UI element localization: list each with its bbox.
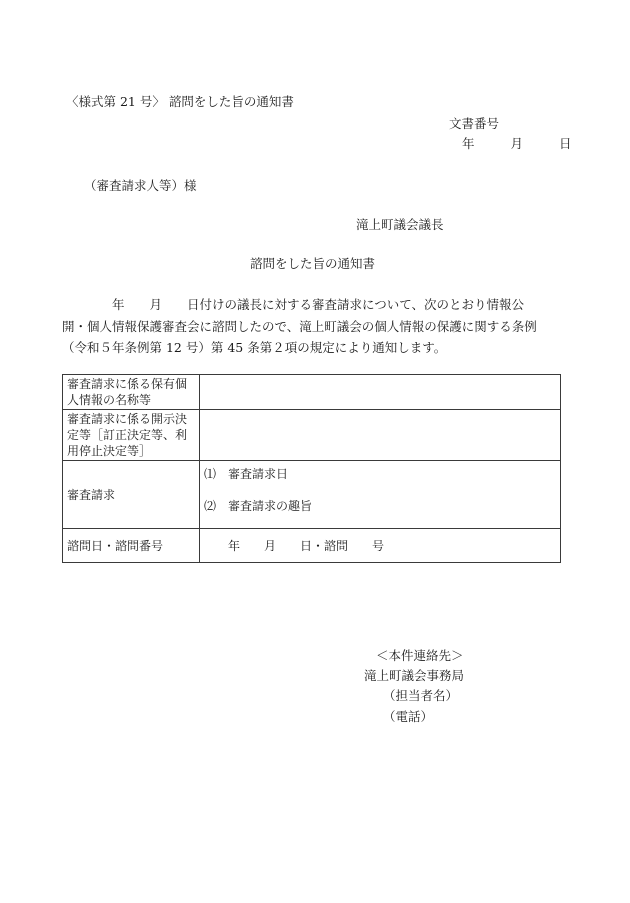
contact-office: 滝上町議会事務局 [364, 668, 465, 683]
table-row [63, 529, 561, 563]
table-value [200, 529, 561, 563]
item-text: 審査請求の趣旨 [228, 499, 313, 513]
contact-person: （担当者名） [383, 688, 459, 703]
date-month: 月 [510, 136, 523, 151]
document-title: 諮問をした旨の通知書 [250, 256, 376, 271]
document-number-label: 文書番号 [449, 116, 500, 131]
table-row [63, 461, 561, 529]
date-line [462, 138, 571, 151]
sub-item [204, 498, 556, 514]
inquiry-date-number: 年 月 日・諮問 号 [228, 538, 385, 553]
body-paragraph [62, 294, 562, 359]
table-label: 審査請求に係る開示決定等［訂正決定等、利用停止決定等］ [63, 410, 200, 461]
table-value [200, 375, 561, 410]
contact-title: ＜本件連絡先＞ [376, 648, 464, 663]
table-value [200, 461, 561, 529]
table-row [63, 410, 561, 461]
table-row [63, 375, 561, 410]
date-year: 年 [462, 136, 475, 151]
date-day: 日 [558, 136, 572, 151]
body-line: 年 月 日付けの議長に対する審査請求について、次のとおり情報公 [62, 297, 525, 312]
body-line: 開・個人情報保護審査会に諮問したので、滝上町議会の個人情報の保護に関する条例 [62, 318, 537, 334]
sender: 滝上町議会議長 [356, 217, 444, 232]
item-number: ⑴ [204, 467, 217, 481]
table-label: 審査請求に係る保有個人情報の名称等 [63, 375, 200, 410]
info-table [62, 374, 561, 563]
contact-phone: （電話） [383, 709, 434, 724]
table-label: 審査請求 [63, 461, 200, 529]
sub-item [204, 466, 556, 482]
body-line: （令和５年条例第 12 号）第 45 条第２項の規定により通知します。 [62, 340, 447, 355]
item-number: ⑵ [204, 499, 217, 513]
item-text: 審査請求日 [228, 467, 289, 481]
recipient: （審査請求人等）様 [84, 178, 197, 193]
table-label: 諮問日・諮問番号 [63, 529, 200, 563]
table-value [200, 410, 561, 461]
form-title: 〈様式第 21 号〉 諮問をした旨の通知書 [66, 94, 294, 109]
